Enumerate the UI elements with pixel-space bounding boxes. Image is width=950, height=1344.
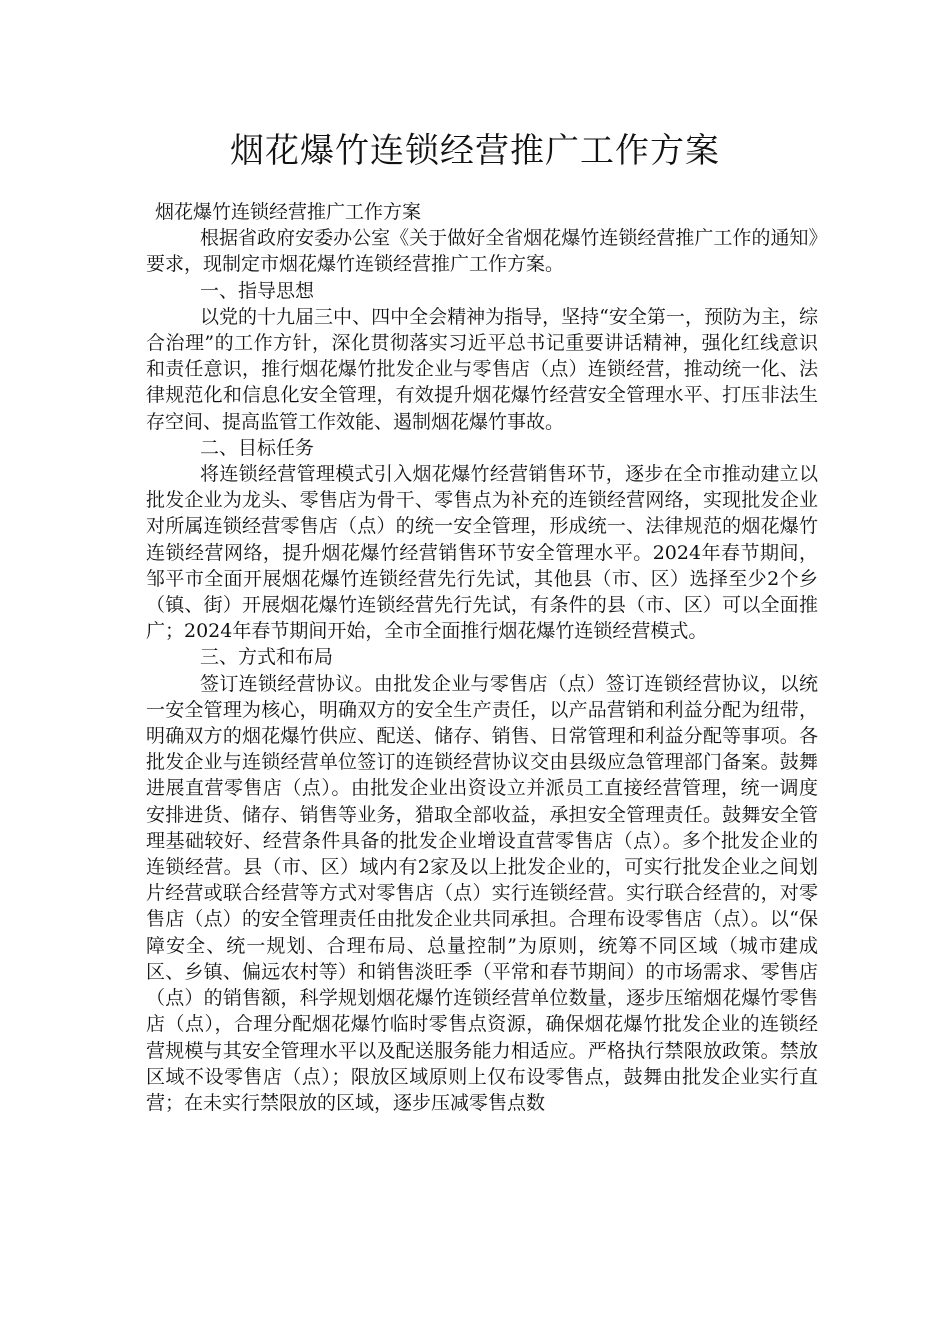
paragraph-intro: 根据省政府安委办公室《关于做好全省烟花爆竹连锁经营推广工作的通知》要求，现制定市烟花爆竹连锁经营推广工作方案。 [146, 227, 818, 276]
section-heading-guiding-ideology: 一、指导思想 [200, 279, 315, 302]
paragraph-guiding-ideology: 以党的十九届三中、四中全会精神为指导，坚持“安全第一，预防为主，综合治理”的工作方针，深化贯彻落实习近平总书记重要讲话精神，强化红线意识和责任意识，推行烟花爆竹批发企业与零售店（点）连锁经营，推动统一化、法律规范化和信息化安全管理，有效提升烟花爆竹经营安全管理水平、打压非法生存空间、提高监管工作效能、遏制烟花爆竹事故。 [146, 305, 818, 433]
document-title: 烟花爆竹连锁经营推广工作方案 [230, 131, 720, 171]
document-subtitle: 烟花爆竹连锁经营推广工作方案 [155, 201, 422, 223]
section-heading-goals: 二、目标任务 [200, 436, 315, 459]
paragraph-goals: 将连锁经营管理模式引入烟花爆竹经营销售环节，逐步在全市推动建立以批发企业为龙头、零售店为骨干、零售点为补充的连锁经营网络，实现批发企业对所属连锁经营零售店（点）的统一安全管理，形成统一、法律规范的烟花爆竹连锁经营网络，提升烟花爆竹经营销售环节安全管理水平。2024年春节期间，邹平市全面开展烟花爆竹连锁经营先行先试，其他县（市、区）选择至少2个乡（镇、街）开展烟花爆竹连锁经营先行先试，有条件的县（市、区）可以全面推广；2024年春节期间开始，全市全面推行烟花爆竹连锁经营模式。 [146, 463, 818, 643]
section-heading-methods: 三、方式和布局 [200, 646, 334, 669]
document-body [146, 199, 818, 1116]
paragraph-methods: 签订连锁经营协议。由批发企业与零售店（点）签订连锁经营协议，以统一安全管理为核心，明确双方的安全生产责任，以产品营销和利益分配为纽带，明确双方的烟花爆竹供应、配送、储存、销售、日常管理和利益分配等事项。各批发企业与连锁经营单位签订的连锁经营协议交由县级应急管理部门备案。鼓舞进展直营零售店（点）。由批发企业出资设立并派员工直接经营管理，统一调度安排进货、储存、销售等业务，猎取全部收益，承担安全管理责任。鼓舞安全管理基础较好、经营条件具备的批发企业增设直营零售店（点）。多个批发企业的连锁经营。县（市、区）域内有2家及以上批发企业的，可实行批发企业之间划片经营或联合经营等方式对零售店（点）实行连锁经营。实行联合经营的，对零售店（点）的安全管理责任由批发企业共同承担。合理布设零售店（点）。以“保障安全、统一规划、合理布局、总量控制”为原则，统筹不同区域（城市建成区、乡镇、偏远农村等）和销售淡旺季（平常和春节期间）的市场需求、零售店（点）的销售额，科学规划烟花爆竹连锁经营单位数量，逐步压缩烟花爆竹零售店（点），合理分配烟花爆竹临时零售点资源，确保烟花爆竹批发企业的连锁经营规模与其安全管理水平以及配送服务能力相适应。严格执行禁限放政策。禁放区域不设零售店（点）；限放区域原则上仅布设零售点，鼓舞由批发企业实行直营；在未实行禁限放的区域，逐步压减零售点数 [146, 672, 818, 1114]
